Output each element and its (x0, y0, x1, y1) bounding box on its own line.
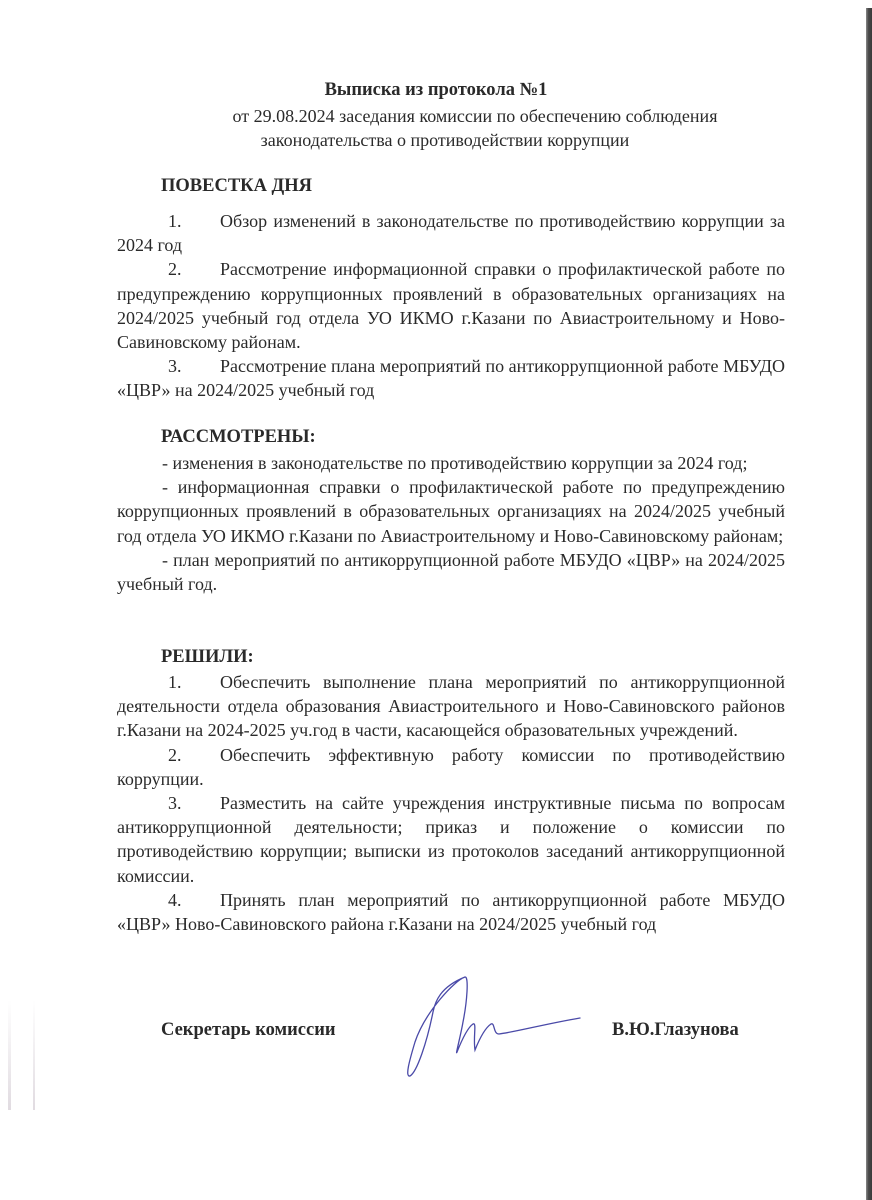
item-text: Рассмотрение информационной справки о профилактической работе по предупреждению коррупционных проявлений в образовательных организациях на 2024/2025 учебный год отдела УО ИКМО г.Казани по Авиастроительному и Ново-Савиновскому районам. (117, 259, 785, 353)
considered-item: - информационная справки о профилактической работе по предупреждению коррупционных проявлений в образовательных организациях на 2024/2025 учебный год отдела УО ИКМО г.Казани по Авиастроительному и Ново-Савиновскому районам; (117, 477, 785, 546)
agenda-list (117, 209, 785, 403)
signatory-name: В.Ю.Глазунова (612, 1020, 739, 1040)
item-number: 3. (168, 356, 182, 377)
item-number: 2. (168, 744, 182, 765)
item-number: 4. (168, 889, 182, 910)
agenda-heading: ПОВЕСТКА ДНЯ (161, 176, 313, 196)
considered-heading: РАССМОТРЕНЫ: (161, 427, 316, 447)
decision-item (117, 888, 785, 936)
item-text: Обзор изменений в законодательстве по противодействию коррупции за 2024 год (117, 211, 785, 256)
considered-item: - план мероприятий по антикоррупционной работе МБУДО «ЦВР» на 2024/2025 учебный год. (117, 549, 785, 595)
item-text: Рассмотрение плана мероприятий по антикоррупционной работе МБУДО «ЦВР» на 2024/2025 учебный год (117, 356, 785, 401)
document-title: Выписка из протокола №1 (324, 80, 548, 100)
item-number: 1. (168, 672, 182, 692)
subtitle-line: от 29.08.2024 заседания комиссии по обеспечению соблюдения (232, 106, 718, 126)
signatory-role: Секретарь комиссии (161, 1020, 336, 1040)
item-text: Разместить на сайте учреждения инструктивные письма по вопросам антикоррупционной деятельности; приказ и положение о комиссии по противодействию коррупции; выписки из протоколов заседаний антикоррупционной комиссии. (117, 793, 785, 886)
item-text: Обеспечить выполнение плана мероприятий по антикоррупционной деятельности отдела образования Авиастроительного и Ново-Савиновского районов г.Казани на 2024-2025 уч.год в части, касающейся образовательных учреждений. (117, 672, 785, 741)
considered-list (117, 451, 785, 596)
decided-list (117, 670, 785, 936)
decided-heading: РЕШИЛИ: (161, 647, 254, 667)
document-subtitle (0, 104, 872, 152)
item-number: 2. (168, 259, 182, 280)
agenda-item (117, 257, 785, 354)
item-number: 1. (168, 211, 182, 231)
decision-item (117, 670, 785, 743)
item-number: 3. (168, 793, 182, 814)
agenda-item (117, 354, 785, 402)
subtitle-line: законодательства о противодействии коррупции (260, 130, 630, 150)
decision-item (117, 791, 785, 888)
decision-item (117, 743, 785, 791)
considered-item: - изменения в законодательстве по противодействию коррупции за 2024 год; (162, 453, 748, 473)
item-text: Принять план мероприятий по антикоррупционной работе МБУДО «ЦВР» Ново-Савиновского района г.Казани на 2024/2025 учебный год (117, 889, 785, 935)
agenda-item (117, 209, 785, 257)
item-text: Обеспечить эффективную работу комиссии по противодействию коррупции. (117, 744, 785, 789)
handwritten-signature (395, 972, 595, 1082)
